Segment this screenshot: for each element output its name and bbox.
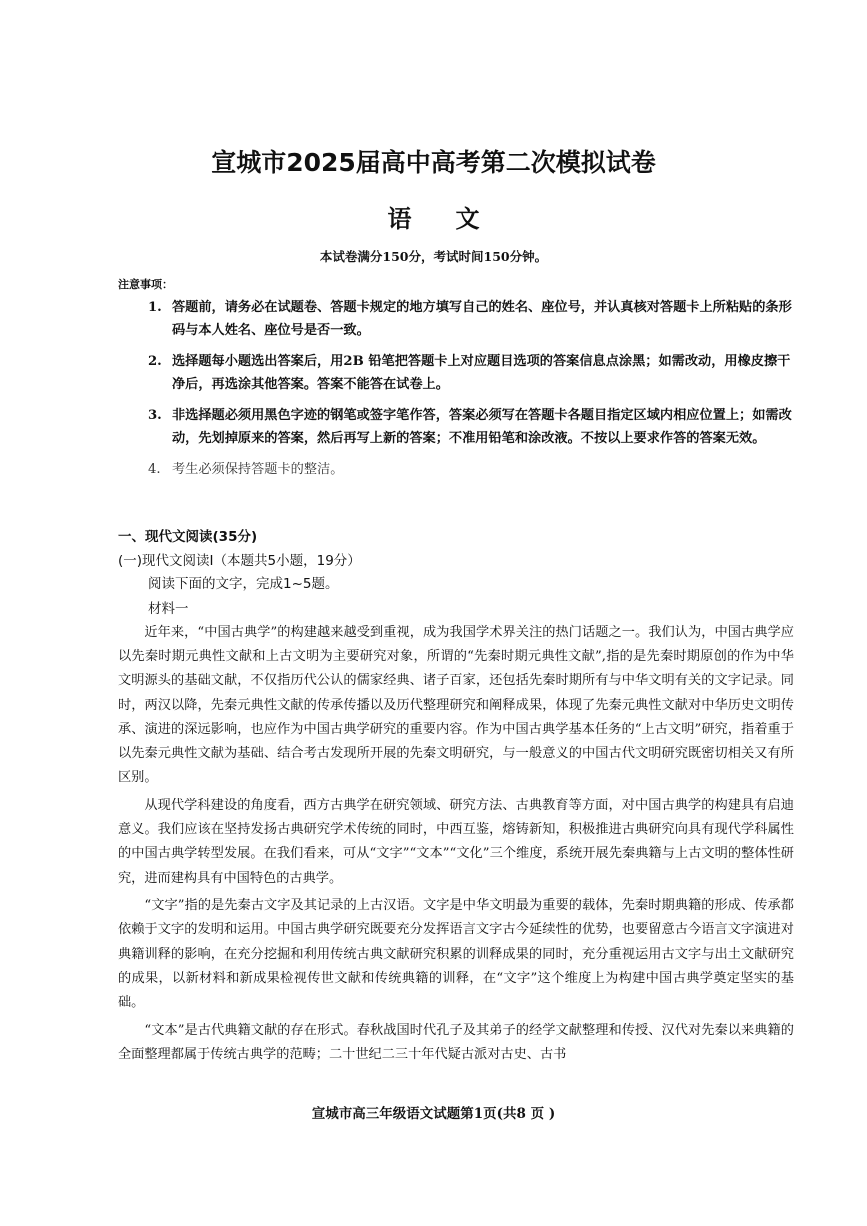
notice-text: 考生必须保持答题卡的整洁。 (172, 462, 344, 477)
notice-item (148, 458, 798, 481)
section-heading: 一、现代文阅读(35分) (118, 529, 258, 545)
notice-number: 1. (148, 300, 162, 315)
material-label: 材料一 (148, 601, 189, 617)
passage-paragraph: 近年来，“中国古典学”的构建越来越受到重视，成为我国学术界关注的热门话题之一。我们认为，中国古典学应以先秦时期元典性文献和上古文明为主要研究对象，所谓的“先秦时期元典性文献”,指的是先秦时期原创的作为中华文明源头的基础文献，不仅指历代公认的儒家经典、诸子百家，还包括先秦时期所有与中华文明有关的文字记录。同时，两汉以降，先秦元典性文献的传承传播以及历代整理研究和阐释成果，体现了先秦元典性文献对中华历史文明传承、演进的深远影响，也应作为中国古典学研究的重要内容。作为中国古典学基本任务的“上古文明”研究，指着重于以先秦元典性文献为基础、结合考古发现所开展的先秦文明研究，与一般意义的中国古代文明研究既密切相关又有所区别。 (118, 625, 794, 786)
exam-title: 宣城市2025届高中高考第二次模拟试卷 (211, 148, 656, 177)
subsection-heading: (一)现代文阅读I（本题共5小题，19分） (118, 553, 361, 569)
reading-instruction: 阅读下面的文字，完成1~5题。 (148, 576, 339, 592)
notice-item (148, 404, 798, 450)
notice-item (148, 296, 798, 342)
reading-passage (118, 621, 794, 1071)
notice-number: 2. (148, 354, 162, 369)
notice-text: 非选择题必须用黑色字迹的钢笔或签字笔作答，答案必须写在答题卡各题目指定区域内相应位置上；如需改动，先划掉原来的答案，然后再写上新的答案；不准用铅笔和涂改液。不按以上要求作答的答案无效。 (172, 408, 792, 446)
notice-list (148, 296, 798, 489)
notice-number: 3. (148, 408, 162, 423)
passage-paragraph: 从现代学科建设的角度看，西方古典学在研究领域、研究方法、古典教育等方面，对中国古典学的构建具有启迪意义。我们应该在坚持发扬古典研究学术传统的同时，中西互鉴，熔铸新知，积极推进古典研究向具有现代学科属性的中国古典学转型发展。在我们看来，可从“文字”“文本”“文化”三个维度，系统开展先秦典籍与上古文明的整体性研究，进而建构具有中国特色的古典学。 (118, 797, 794, 886)
notice-text: 答题前，请务必在试题卷、答题卡规定的地方填写自己的姓名、座位号，并认真核对答题卡上所粘贴的条形码与本人姓名、座位号是否一致。 (172, 300, 792, 338)
passage-paragraph: “文字”指的是先秦古文字及其记录的上古汉语。文字是中华文明最为重要的载体，先秦时期典籍的形成、传承都依赖于文字的发明和运用。中国古典学研究既要充分发挥语言文字古今延续性的优势，也要留意古今语言文字演进对典籍训释的影响，在充分挖掘和利用传统古典文献研究积累的训释成果的同时，充分重视运用古文字与出土文献研究的成果，以新材料和新成果检视传世文献和传统典籍的训释，在“文字”这个维度上为构建中国古典学奠定坚实的基础。 (118, 898, 794, 1011)
notice-heading: 注意事项： (118, 278, 173, 291)
notice-number: 4. (148, 462, 161, 477)
notice-item (148, 350, 798, 396)
passage-paragraph: “文本”是古代典籍文献的存在形式。春秋战国时代孔子及其弟子的经学文献整理和传授、汉代对先秦以来典籍的全面整理都属于传统古典学的范畴；二十世纪二三十年代疑古派对古史、古书 (118, 1022, 794, 1062)
page-footer: 宣城市高三年级语文试题第1页(共8 页 ) (311, 1106, 556, 1122)
notice-text: 选择题每小题选出答案后，用2B 铅笔把答题卡上对应题目选项的答案信息点涂黑；如需改动，用橡皮擦干净后，再选涂其他答案。答案不能答在试卷上。 (172, 354, 791, 392)
subject-title: 语文 (387, 205, 524, 233)
exam-info: 本试卷满分150分，考试时间150分钟。 (319, 249, 548, 264)
